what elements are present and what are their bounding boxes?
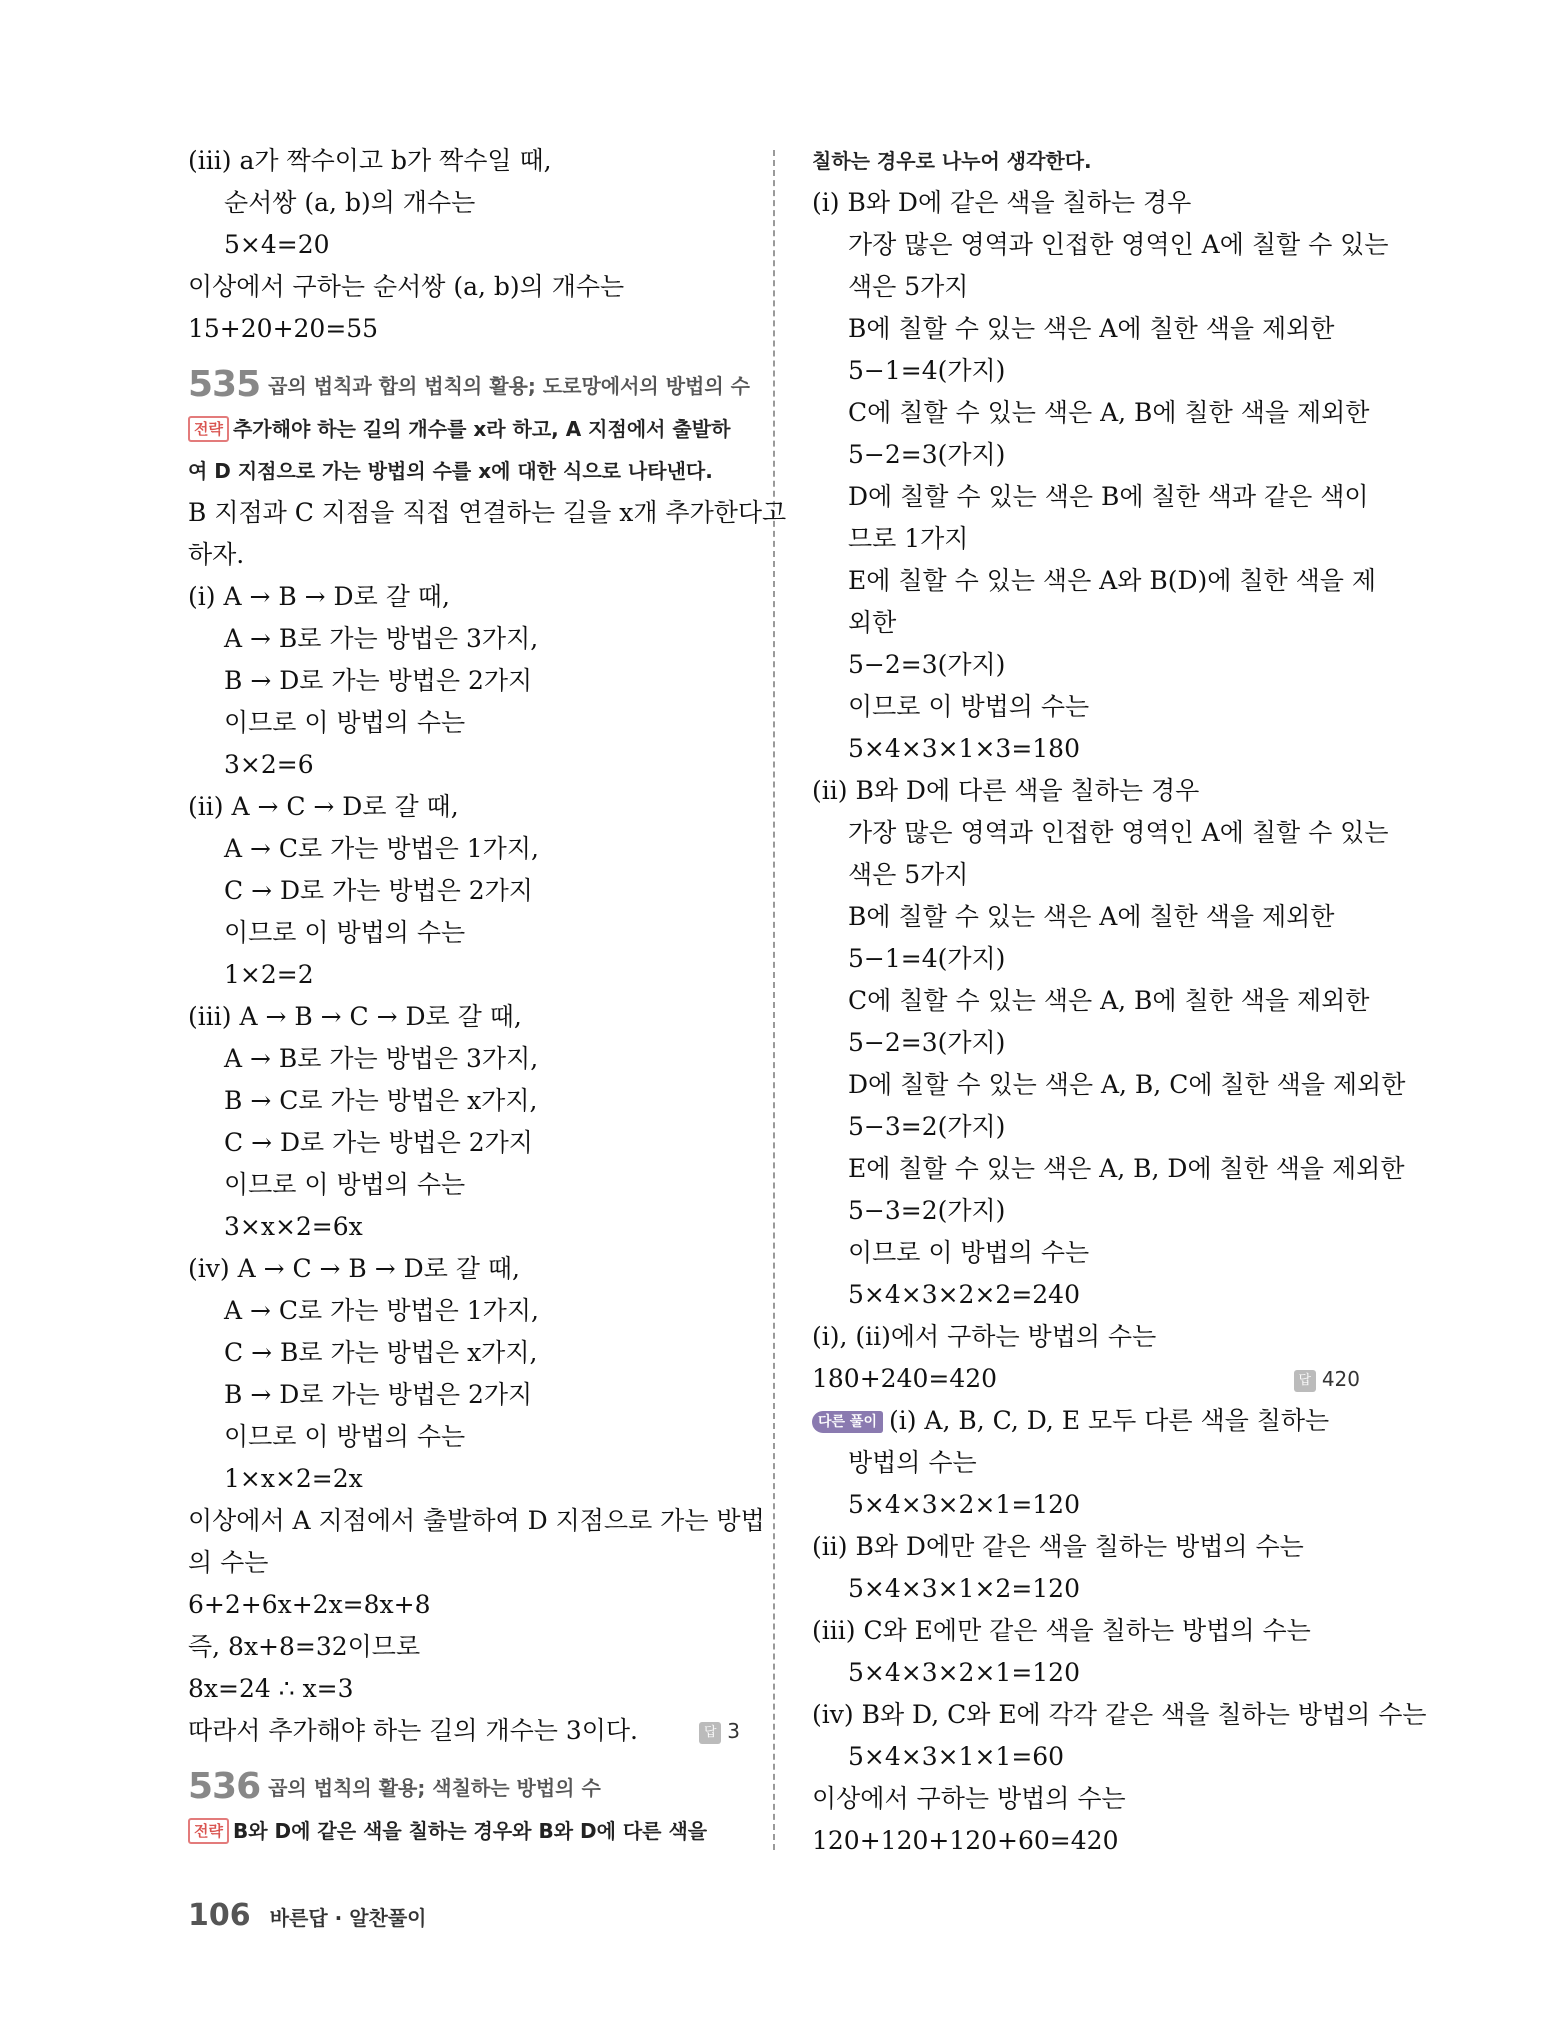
solution-line: D에 칠할 수 있는 색은 A, B, C에 칠한 색을 제외한 — [848, 1070, 1406, 1099]
solution-line: (iv) A → C → B → D로 갈 때, — [188, 1254, 520, 1283]
problem-536-header — [188, 1764, 740, 1810]
column-divider — [773, 150, 775, 1850]
solution-line: 순서쌍 (a, b)의 개수는 — [224, 188, 476, 217]
solution-line: A → B로 가는 방법은 3가지, — [224, 1044, 539, 1073]
solution-line: E에 칠할 수 있는 색은 A와 B(D)에 칠한 색을 제 — [848, 566, 1376, 595]
solution-line: 5−3=2(가지) — [848, 1196, 1006, 1225]
alt-solution-line — [812, 1400, 1360, 1442]
solution-line: 색은 5가지 — [848, 860, 969, 889]
solution-line: 이므로 이 방법의 수는 — [224, 1422, 466, 1451]
solution-line: 5−1=4(가지) — [848, 356, 1006, 385]
solution-line: C → D로 가는 방법은 2가지 — [224, 1128, 533, 1157]
solution-line: 색은 5가지 — [848, 272, 969, 301]
solution-line: 이므로 이 방법의 수는 — [224, 918, 466, 947]
solution-line: B 지점과 C 지점을 직접 연결하는 길을 x개 추가한다고 — [188, 498, 787, 527]
solution-line: 이므로 이 방법의 수는 — [224, 1170, 466, 1199]
solution-line: B에 칠할 수 있는 색은 A에 칠한 색을 제외한 — [848, 902, 1335, 931]
solution-line: 하자. — [188, 540, 245, 569]
solution-line: 이므로 이 방법의 수는 — [848, 692, 1090, 721]
solution-line: 1×x×2=2x — [224, 1464, 363, 1493]
solution-line: 즉, 8x+8=32이므로 — [188, 1632, 421, 1661]
solution-line: (ii) B와 D에 다른 색을 칠하는 경우 — [812, 776, 1200, 805]
solution-line: 가장 많은 영역과 인접한 영역인 A에 칠할 수 있는 — [848, 818, 1389, 847]
alt-solution-line: 이상에서 구하는 방법의 수는 — [812, 1784, 1126, 1813]
solution-line: (i) A → B → D로 갈 때, — [188, 582, 450, 611]
solution-line: 5−2=3(가지) — [848, 440, 1006, 469]
answer-value: 420 — [1321, 1367, 1360, 1391]
problem-title: 곱의 법칙의 활용; 색칠하는 방법의 수 — [268, 1776, 601, 1800]
solution-line: 3×2=6 — [224, 750, 314, 779]
alt-solution-line: (iv) B와 D, C와 E에 각각 같은 색을 칠하는 방법의 수는 — [812, 1700, 1427, 1729]
strategy-text: 칠하는 경우로 나누어 생각한다. — [812, 149, 1092, 173]
alt-solution-line: 5×4×3×2×1=120 — [848, 1490, 1080, 1519]
strategy-line — [188, 1810, 740, 1852]
problem-535-header — [188, 362, 750, 408]
solution-line: 1×2=2 — [224, 960, 314, 989]
alt-solution-line: 5×4×3×1×2=120 — [848, 1574, 1080, 1603]
page-number: 106 — [188, 1898, 251, 1933]
solution-line: 3×x×2=6x — [224, 1212, 363, 1241]
solution-line: 이므로 이 방법의 수는 — [848, 1238, 1090, 1267]
solution-line: 5×4=20 — [224, 230, 330, 259]
solution-line: 5−3=2(가지) — [848, 1112, 1006, 1141]
alt-solution-line: (iii) C와 E에만 같은 색을 칠하는 방법의 수는 — [812, 1616, 1311, 1645]
solution-line: E에 칠할 수 있는 색은 A, B, D에 칠한 색을 제외한 — [848, 1154, 1405, 1183]
solution-line: C에 칠할 수 있는 색은 A, B에 칠한 색을 제외한 — [848, 398, 1370, 427]
left-column — [188, 140, 787, 1852]
right-column — [812, 140, 1427, 1862]
strategy-text: 여 D 지점으로 가는 방법의 수를 x에 대한 식으로 나타낸다. — [188, 459, 713, 483]
solution-line: (iii) a가 짝수이고 b가 짝수일 때, — [188, 146, 552, 175]
solution-line: C → D로 가는 방법은 2가지 — [224, 876, 533, 905]
solution-line: 5−2=3(가지) — [848, 1028, 1006, 1057]
solution-line: 가장 많은 영역과 인접한 영역인 A에 칠할 수 있는 — [848, 230, 1389, 259]
solution-line: 6+2+6x+2x=8x+8 — [188, 1590, 431, 1619]
solution-line: 5×4×3×2×2=240 — [848, 1280, 1080, 1309]
strategy-tag: 전략 — [188, 416, 229, 442]
solution-line: A → C로 가는 방법은 1가지, — [224, 1296, 539, 1325]
solution-line: (ii) A → C → D로 갈 때, — [188, 792, 459, 821]
solution-line: (i) B와 D에 같은 색을 칠하는 경우 — [812, 188, 1192, 217]
final-text: 따라서 추가해야 하는 길의 개수는 3이다. — [188, 1716, 638, 1745]
solution-line: D에 칠할 수 있는 색은 B에 칠한 색과 같은 색이 — [848, 482, 1369, 511]
solution-line: 8x=24 ∴ x=3 — [188, 1674, 354, 1703]
alt-solution-line: 120+120+120+60=420 — [812, 1826, 1119, 1855]
alt-solution-line: 방법의 수는 — [848, 1448, 977, 1477]
solution-line: (i), (ii)에서 구하는 방법의 수는 — [812, 1322, 1157, 1351]
final-line — [812, 1358, 1360, 1400]
final-line — [188, 1710, 740, 1752]
strategy-line — [188, 408, 740, 450]
answer-value: 3 — [727, 1719, 740, 1743]
solution-line: 이므로 이 방법의 수는 — [224, 708, 466, 737]
solution-line: C에 칠할 수 있는 색은 A, B에 칠한 색을 제외한 — [848, 986, 1370, 1015]
solution-line: 외한 — [848, 608, 897, 637]
page-footer — [188, 1898, 426, 1933]
solution-line: 5−1=4(가지) — [848, 944, 1006, 973]
solution-line: B → D로 가는 방법은 2가지 — [224, 666, 533, 695]
solution-line: B → C로 가는 방법은 x가지, — [224, 1086, 538, 1115]
answer-box — [1294, 1358, 1360, 1400]
solution-line: 15+20+20=55 — [188, 314, 379, 343]
strategy-tag: 전략 — [188, 1818, 229, 1844]
alt-solution-line: (ii) B와 D에만 같은 색을 칠하는 방법의 수는 — [812, 1532, 1304, 1561]
solution-line: 이상에서 A 지점에서 출발하여 D 지점으로 가는 방법 — [188, 1506, 765, 1535]
strategy-text: B와 D에 같은 색을 칠하는 경우와 B와 D에 다른 색을 — [232, 1819, 708, 1843]
answer-badge-icon: 답 — [1294, 1370, 1316, 1392]
alt-solution-line: 5×4×3×1×1=60 — [848, 1742, 1065, 1771]
final-text: 180+240=420 — [812, 1364, 998, 1393]
strategy-text: 추가해야 하는 길의 개수를 x라 하고, A 지점에서 출발하 — [232, 417, 731, 441]
solution-line: A → C로 가는 방법은 1가지, — [224, 834, 539, 863]
solution-line: 므로 1가지 — [848, 524, 969, 553]
strategy-line — [812, 140, 1360, 182]
solution-line: 5×4×3×1×3=180 — [848, 734, 1080, 763]
problem-number: 535 — [188, 364, 261, 405]
problem-number: 536 — [188, 1766, 261, 1807]
solution-line: B → D로 가는 방법은 2가지 — [224, 1380, 533, 1409]
alt-solution-text: (i) A, B, C, D, E 모두 다른 색을 칠하는 — [888, 1406, 1330, 1435]
alt-solution-line: 5×4×3×2×1=120 — [848, 1658, 1080, 1687]
solution-line: B에 칠할 수 있는 색은 A에 칠한 색을 제외한 — [848, 314, 1335, 343]
solution-line: 의 수는 — [188, 1548, 269, 1577]
solution-line: 5−2=3(가지) — [848, 650, 1006, 679]
strategy-line — [188, 450, 740, 492]
problem-title: 곱의 법칙과 합의 법칙의 활용; 도로망에서의 방법의 수 — [268, 374, 750, 398]
answer-box — [699, 1710, 740, 1752]
book-title: 바른답 · 알찬풀이 — [269, 1906, 427, 1930]
alt-solution-tag: 다른 풀이 — [812, 1411, 883, 1433]
solution-line: A → B로 가는 방법은 3가지, — [224, 624, 539, 653]
answer-badge-icon: 답 — [699, 1722, 721, 1744]
solution-line: 이상에서 구하는 순서쌍 (a, b)의 개수는 — [188, 272, 625, 301]
solution-line: C → B로 가는 방법은 x가지, — [224, 1338, 538, 1367]
solution-line: (iii) A → B → C → D로 갈 때, — [188, 1002, 522, 1031]
